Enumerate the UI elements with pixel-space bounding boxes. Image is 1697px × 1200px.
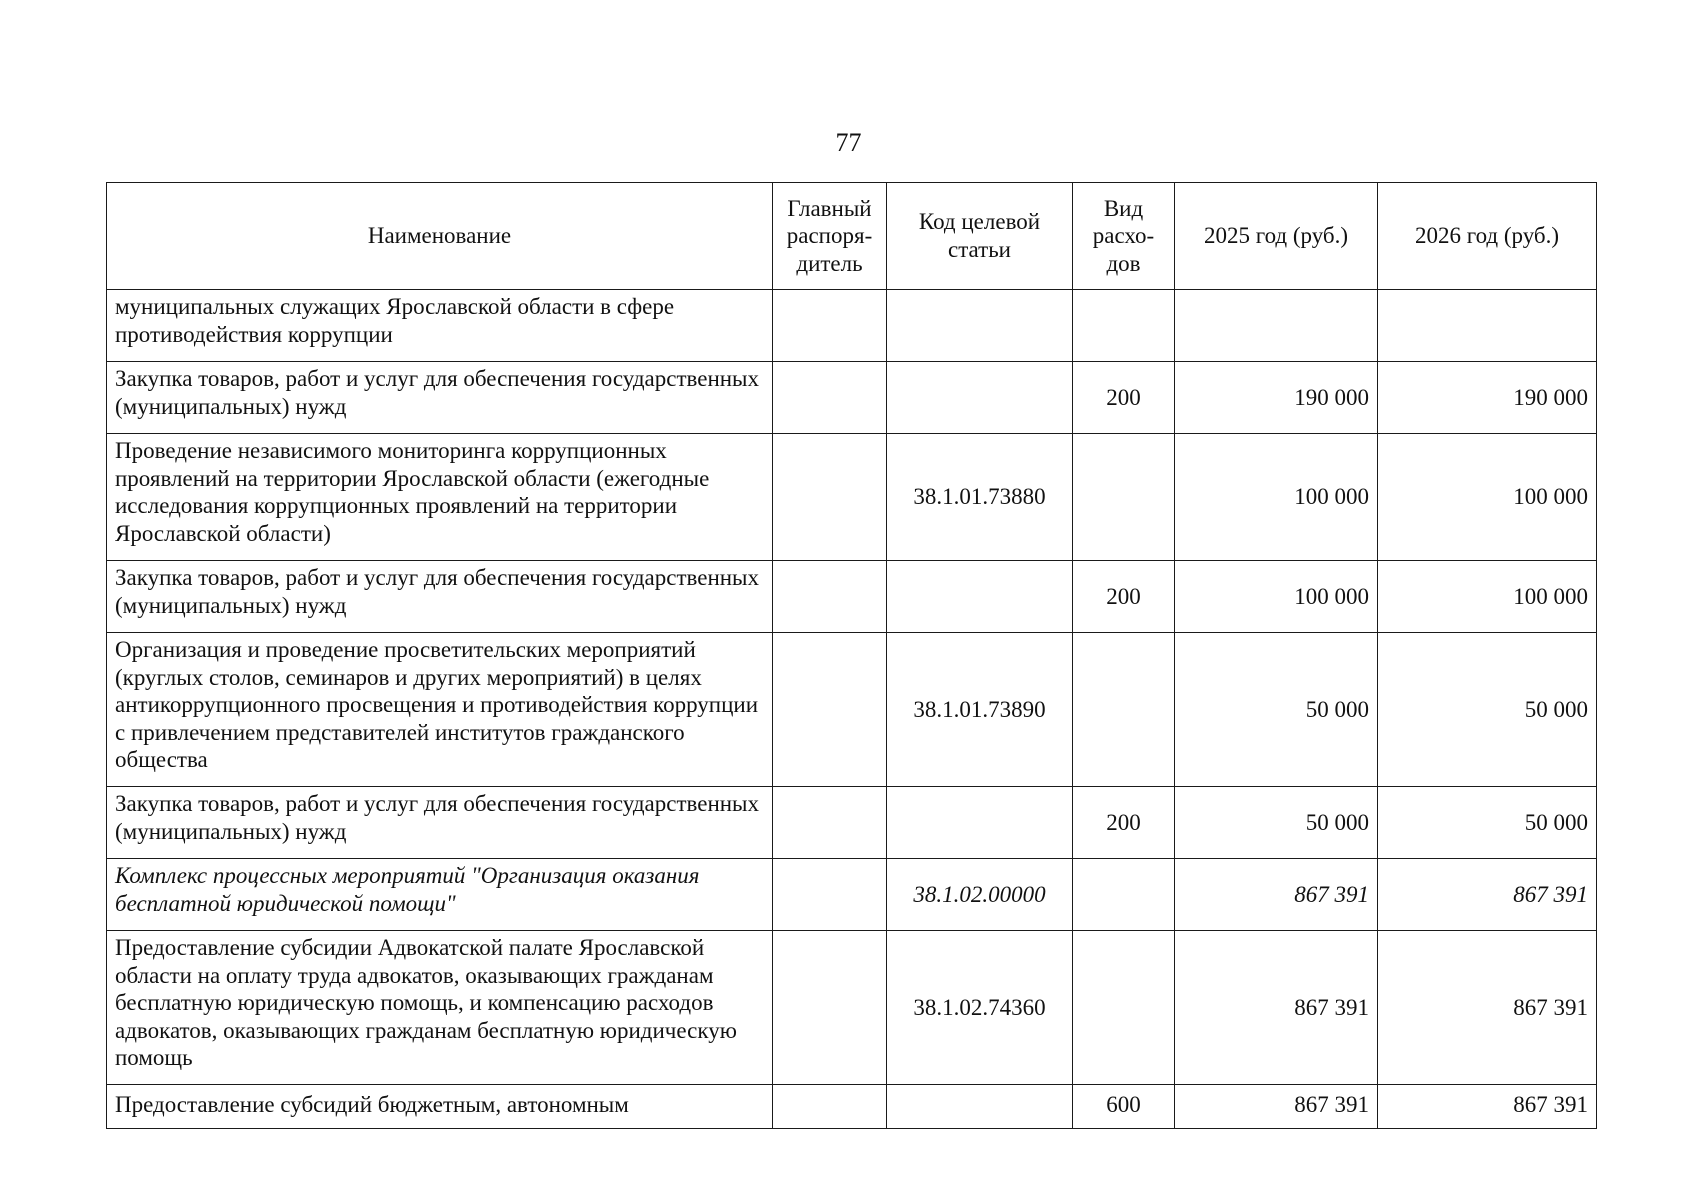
cell-2026: 867 391 [1378,859,1597,931]
header-grbs: Главный распоря-дитель [773,183,887,290]
header-name: Наименование [107,183,773,290]
cell-code [887,787,1073,859]
table-row [107,362,1597,434]
cell-2025: 867 391 [1175,859,1378,931]
cell-2025: 50 000 [1175,787,1378,859]
cell-grbs [773,787,887,859]
cell-grbs [773,290,887,362]
cell-2026: 100 000 [1378,561,1597,633]
cell-2025: 190 000 [1175,362,1378,434]
cell-2026: 50 000 [1378,787,1597,859]
cell-vid [1073,290,1175,362]
cell-code [887,561,1073,633]
cell-vid: 200 [1073,787,1175,859]
table-row [107,1085,1597,1129]
cell-2025: 100 000 [1175,561,1378,633]
cell-code [887,1085,1073,1129]
table-header-row [107,183,1597,290]
header-code: Код целевой статьи [887,183,1073,290]
table-row [107,859,1597,931]
cell-code: 38.1.01.73890 [887,633,1073,787]
cell-2025: 50 000 [1175,633,1378,787]
table-row [107,561,1597,633]
cell-vid [1073,633,1175,787]
cell-name: Организация и проведение просветительских мероприятий (круглых столов, семинаров и других мероприятий) в целях антикоррупционного просвещения и противодействия коррупции с привлечением представителей институтов гражданского общества [107,633,773,787]
cell-vid [1073,931,1175,1085]
cell-grbs [773,561,887,633]
table-row [107,434,1597,561]
cell-2025: 867 391 [1175,931,1378,1085]
cell-2026: 190 000 [1378,362,1597,434]
cell-grbs [773,859,887,931]
table-row [107,633,1597,787]
cell-name: Закупка товаров, работ и услуг для обеспечения государственных (муниципальных) нужд [107,362,773,434]
cell-name: Предоставление субсидии Адвокатской палате Ярославской области на оплату труда адвокатов, оказывающих гражданам бесплатную юридическую помощь, и компенсацию расходов адвокатов, оказывающих гражданам бесплатную юридическую помощь [107,931,773,1085]
cell-2026: 867 391 [1378,931,1597,1085]
table-row [107,290,1597,362]
header-2026: 2026 год (руб.) [1378,183,1597,290]
cell-name: Закупка товаров, работ и услуг для обеспечения государственных (муниципальных) нужд [107,561,773,633]
header-vid: Вид расхо-дов [1073,183,1175,290]
cell-vid: 600 [1073,1085,1175,1129]
cell-vid [1073,859,1175,931]
cell-2026 [1378,290,1597,362]
cell-name: Закупка товаров, работ и услуг для обеспечения государственных (муниципальных) нужд [107,787,773,859]
cell-name: муниципальных служащих Ярославской области в сфере противодействия коррупции [107,290,773,362]
table-row [107,931,1597,1085]
cell-code [887,362,1073,434]
cell-2025: 100 000 [1175,434,1378,561]
cell-code: 38.1.01.73880 [887,434,1073,561]
cell-code [887,290,1073,362]
cell-name: Проведение независимого мониторинга коррупционных проявлений на территории Ярославской области (ежегодные исследования коррупционных проявлений на территории Ярославской области) [107,434,773,561]
cell-2025: 867 391 [1175,1085,1378,1129]
cell-code: 38.1.02.74360 [887,931,1073,1085]
cell-vid [1073,434,1175,561]
cell-grbs [773,362,887,434]
cell-code: 38.1.02.00000 [887,859,1073,931]
cell-grbs [773,931,887,1085]
cell-2026: 100 000 [1378,434,1597,561]
cell-grbs [773,434,887,561]
table-row [107,787,1597,859]
cell-2025 [1175,290,1378,362]
cell-2026: 50 000 [1378,633,1597,787]
cell-name: Комплекс процессных мероприятий "Организация оказания бесплатной юридической помощи" [107,859,773,931]
page-number: 77 [835,128,862,157]
cell-2026: 867 391 [1378,1085,1597,1129]
cell-vid: 200 [1073,362,1175,434]
cell-grbs [773,633,887,787]
cell-grbs [773,1085,887,1129]
budget-table [106,182,1597,1129]
cell-name: Предоставление субсидий бюджетным, автономным [107,1085,773,1129]
header-2025: 2025 год (руб.) [1175,183,1378,290]
cell-vid: 200 [1073,561,1175,633]
